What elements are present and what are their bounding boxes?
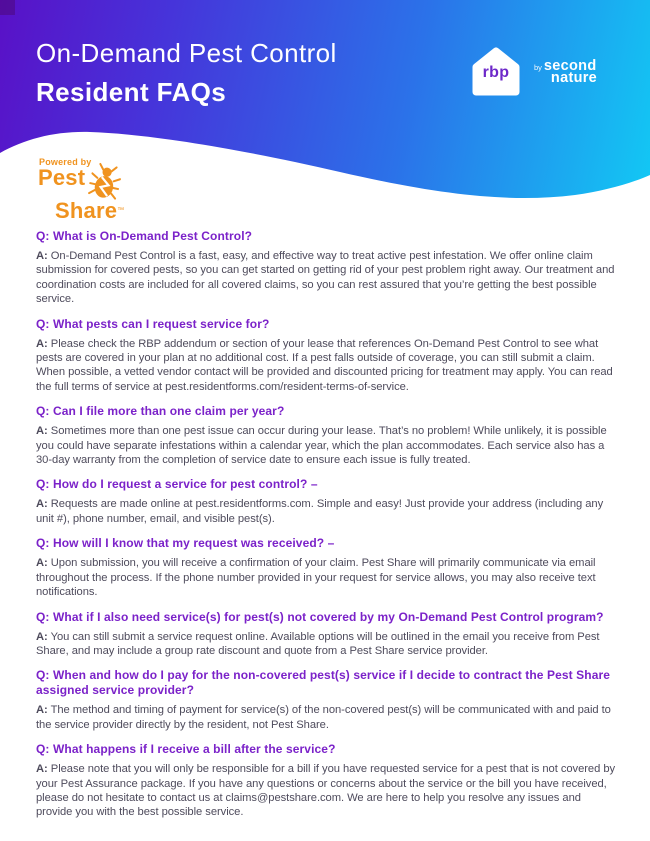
answer-prefix: A:: [36, 763, 48, 776]
answer-prefix: A:: [36, 704, 48, 717]
faq-answer: [36, 630, 616, 659]
brand-name-line2: nature: [550, 70, 598, 86]
faq-answer: [36, 497, 616, 526]
question-prefix: Q:: [36, 742, 50, 757]
second-nature-wordmark: [534, 57, 598, 86]
faq-item: [36, 610, 616, 659]
page-subtitle: Resident FAQs: [36, 77, 227, 107]
faq-item: [36, 742, 616, 820]
question-prefix: Q:: [36, 536, 50, 551]
answer-text: On-Demand Pest Control is a fast, easy, and effective way to treat active pest infestation. We offer online claim submission for covered pests, so you can get started on getting rid of your pest problem right away. Our treatment and coordination costs are included for all covered claims, so you can rest assured that you’re getting the best possible service.: [36, 250, 615, 306]
faq-question: [36, 610, 616, 625]
pestshare-logo: [38, 157, 124, 221]
faq-item: [36, 477, 616, 526]
faq-list: [36, 229, 616, 830]
answer-prefix: A:: [36, 337, 48, 350]
faq-answer: [36, 249, 616, 307]
answer-prefix: A:: [36, 425, 48, 438]
faq-item: [36, 404, 616, 467]
answer-text: The method and timing of payment for service(s) of the non-covered pest(s) will be communicated with and paid to the service provider directly by the resident, not Pest Share.: [36, 704, 611, 731]
rbp-second-nature-logo: [468, 44, 597, 100]
faq-question: [36, 404, 616, 419]
question-prefix: Q:: [36, 404, 50, 419]
question-text: Can I file more than one claim per year?: [52, 404, 285, 419]
question-text: How will I know that my request was received? –: [52, 536, 335, 551]
answer-prefix: A:: [36, 498, 48, 511]
faq-question: [36, 477, 616, 492]
faq-question: [36, 668, 616, 698]
question-text: What happens if I receive a bill after the service?: [52, 742, 336, 757]
rbp-house-icon: [468, 44, 524, 100]
pestshare-word-pest: Pest: [38, 165, 86, 190]
trademark-symbol: ™: [117, 207, 125, 214]
faq-item: [36, 229, 616, 307]
question-text: What is On-Demand Pest Control?: [52, 229, 253, 243]
answer-text: Sometimes more than one pest issue can occur during your lease. That’s no problem! While unlikely, it is possible you could have separate infestations within a calendar year, which the plan accommodates. Each service also has a 30-day warranty from the completion of service date to ensure each issue is fully treated.: [36, 425, 607, 467]
question-text: What if I also need service(s) for pest(s) not covered by my On-Demand Pest Control program?: [52, 609, 604, 624]
beetle-icon: [87, 161, 124, 202]
answer-text: Upon submission, you will receive a confirmation of your claim. Pest Share will primarily communicate via email throughout the process. If the phone number provided in your request for service allows, you may also receive text notifications.: [36, 557, 596, 599]
pestshare-word-share: Share: [55, 198, 118, 223]
page-title: On-Demand Pest Control: [36, 38, 337, 68]
brand-name-line1: second: [543, 57, 597, 74]
question-text: How do I request a service for pest control? –: [52, 477, 318, 492]
answer-prefix: A:: [36, 630, 48, 643]
question-prefix: Q:: [36, 477, 50, 492]
by-label: by: [534, 62, 542, 72]
answer-prefix: A:: [36, 557, 48, 570]
powered-by-label: Powered by: [39, 157, 92, 167]
rbp-logo-text: rbp: [482, 64, 510, 81]
question-prefix: Q:: [36, 609, 50, 624]
faq-answer: [36, 424, 616, 467]
faq-question: [36, 742, 616, 757]
header-titles: [36, 38, 337, 108]
question-prefix: Q:: [36, 316, 50, 331]
faq-answer: [36, 703, 616, 732]
faq-answer: [36, 556, 616, 599]
answer-text: You can still submit a service request online. Available options will be outlined in the email you receive from Pest Share, and may include a group rate discount and quote from a Pest Share service provider.: [36, 630, 600, 657]
answer-prefix: A:: [36, 250, 48, 262]
faq-item: [36, 536, 616, 599]
faq-question: [36, 229, 616, 244]
question-prefix: Q:: [36, 229, 50, 243]
faq-item: [36, 668, 616, 732]
faq-question: [36, 317, 616, 332]
faq-item: [36, 317, 616, 395]
question-text: What pests can I request service for?: [52, 316, 270, 331]
faq-question: [36, 536, 616, 551]
question-text: When and how do I pay for the non-covered pest(s) service if I decide to contract the Pest Share assigned service provider?: [36, 668, 611, 698]
faq-answer: [36, 337, 616, 395]
corner-square-decoration: [0, 0, 15, 15]
answer-text: Requests are made online at pest.residentforms.com. Simple and easy! Just provide your address (including any unit #), phone number, email, and visible pest(s).: [36, 498, 604, 525]
answer-text: Please note that you will only be responsible for a bill if you have requested service for a pest that is not covered by your Pest Assurance package. If you have any questions or concerns about the service or the bill you have received, please do not hesitate to contact us at claims@pestshare.com. We are here to help you resolve any issues and provide you with the best possible service.: [36, 763, 616, 819]
question-prefix: Q:: [36, 668, 50, 683]
answer-text: Please check the RBP addendum or section of your lease that references On-Demand Pest Control to see what pests are covered in your plan at no additional cost. If a pest falls outside of coverage, you can still submit a claim. When possible, a vetted vendor contact will be provided and discounted pricing for treatment may apply. You can read the full terms of service at pest.residentforms.com/resident-terms-of-service.: [36, 337, 613, 393]
faq-answer: [36, 762, 616, 820]
